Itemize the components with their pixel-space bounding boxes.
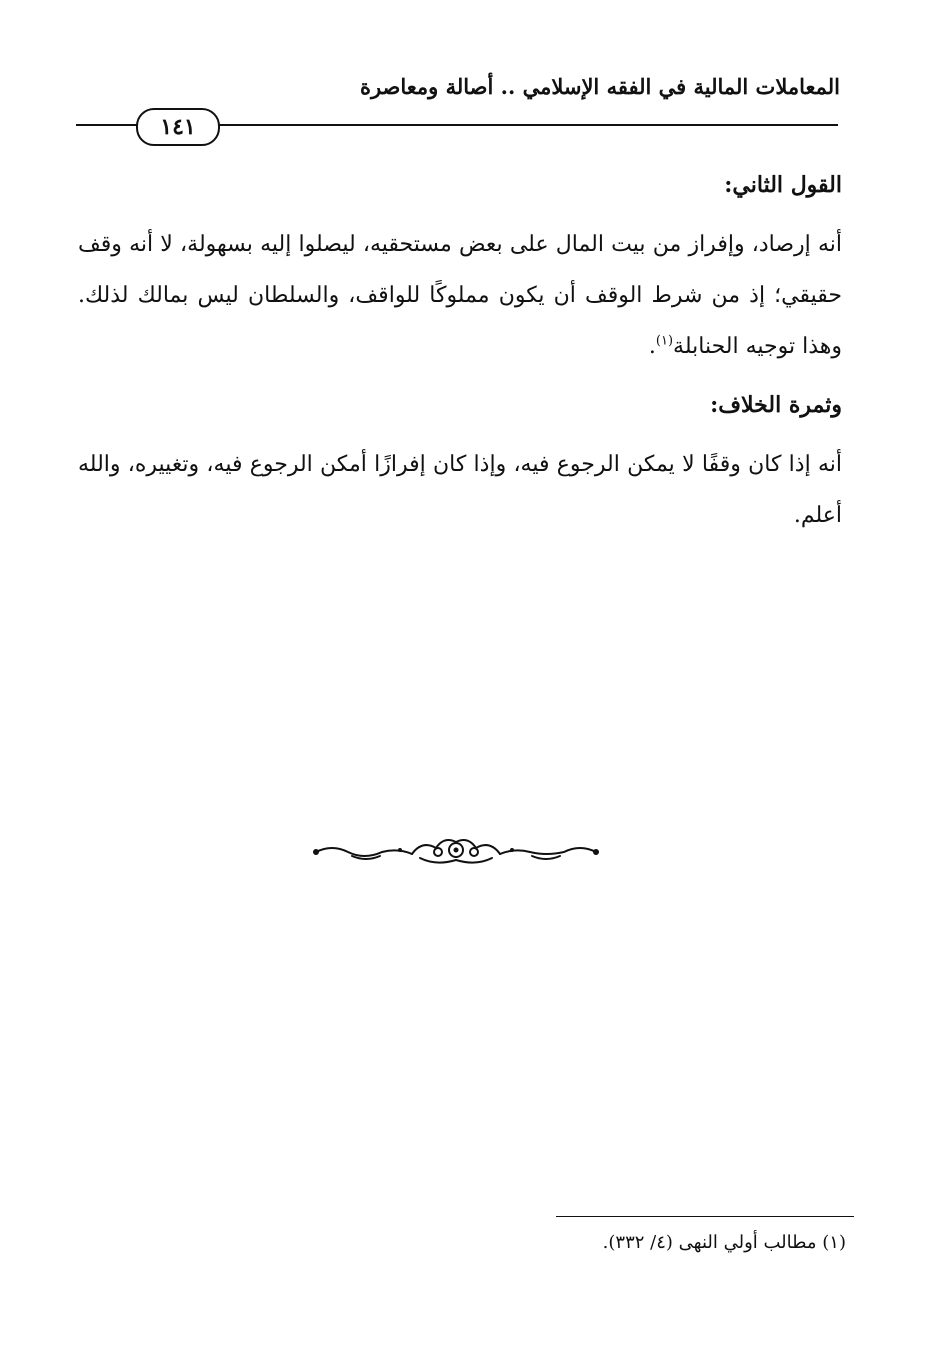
running-header-title: المعاملات المالية في الفقه الإسلامي .. أصالة ومعاصرة bbox=[359, 74, 840, 99]
section-heading-outcome: وثمرة الخلاف: bbox=[710, 392, 842, 418]
page-body bbox=[78, 160, 842, 541]
paragraph-outcome: أنه إذا كان وقفًا لا يمكن الرجوع فيه، وإذا كان إفرازًا أمكن الرجوع فيه، وتغييره، والله أعلم. bbox=[78, 452, 842, 528]
decorative-divider-ornament-icon bbox=[312, 830, 600, 870]
paragraph-end: . bbox=[648, 334, 656, 359]
footnote-separator bbox=[556, 1216, 854, 1217]
paragraph-second-opinion bbox=[78, 219, 842, 372]
footnote-marker[interactable]: (١) bbox=[655, 333, 674, 349]
footnote-1: (١) مطالب أولي النهى (٤/ ٣٣٢). bbox=[602, 1232, 846, 1253]
section-heading-second-opinion: القول الثاني: bbox=[724, 172, 842, 198]
page-number-label: ١٤١ bbox=[160, 114, 196, 140]
page-number bbox=[136, 108, 220, 146]
paragraph-text: أنه إرصاد، وإفراز من بيت المال على بعض مستحقيه، ليصلوا إليه بسهولة، لا أنه وقف حقيقي؛ إذ من شرط الوقف أن يكون مملوكًا للواقف، والسلطان ليس بمالك لذلك. وهذا توجيه الحنابلة bbox=[78, 232, 842, 359]
